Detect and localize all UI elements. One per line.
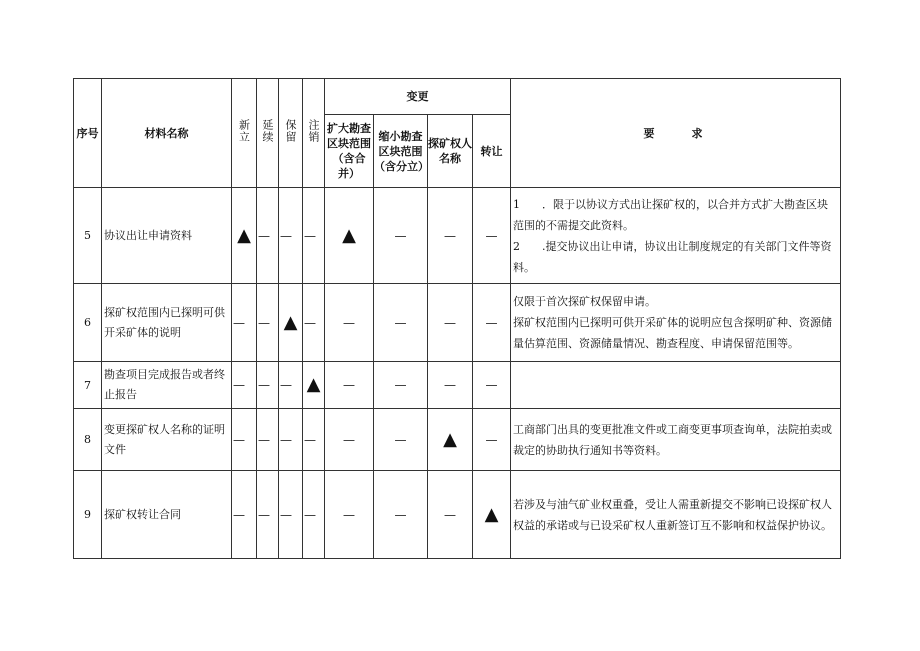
mark-shrink: — [374, 362, 428, 409]
row-material-name: 协议出让申请资料 [102, 188, 232, 284]
mark-cancel: ▲ [303, 362, 325, 409]
mark-cancel: — [303, 471, 325, 559]
table-row [74, 409, 841, 471]
row-material-name: 探矿权范围内已探明可供开采矿体的说明 [102, 284, 232, 362]
row-material-name: 变更探矿权人名称的证明文件 [102, 409, 232, 471]
table-row [74, 284, 841, 362]
mark-cancel: — [303, 409, 325, 471]
header-rename: 探矿权人名称 [428, 115, 473, 188]
mark-transfer: — [473, 188, 511, 284]
mark-new: — [232, 362, 257, 409]
materials-table [73, 78, 841, 559]
header-extend: 延续 [257, 79, 279, 188]
mark-new: — [232, 471, 257, 559]
mark-extend: — [257, 409, 279, 471]
table-row [74, 362, 841, 409]
mark-extend: — [257, 471, 279, 559]
header-new: 新立 [232, 79, 257, 188]
table-row [74, 188, 841, 284]
mark-expand: — [325, 471, 374, 559]
requirement-line: 探矿权范围内已探明可供开采矿体的说明应包含探明矿种、资源储量估算范围、资源储量情况、勘查程度、申请保留范围等。 [513, 316, 832, 350]
header-seq: 序号 [74, 79, 102, 188]
mark-new: — [232, 409, 257, 471]
row-requirement [511, 362, 841, 409]
header-requirement: 要 求 [511, 79, 841, 188]
mark-expand: — [325, 284, 374, 362]
header-material-name: 材料名称 [102, 79, 232, 188]
row-seq: 9 [74, 471, 102, 559]
mark-rename: — [428, 188, 473, 284]
header-transfer: 转让 [473, 115, 511, 188]
mark-transfer: — [473, 409, 511, 471]
mark-rename: — [428, 471, 473, 559]
row-seq: 8 [74, 409, 102, 471]
row-requirement [511, 284, 841, 362]
row-seq: 6 [74, 284, 102, 362]
mark-new: — [232, 284, 257, 362]
mark-shrink: — [374, 471, 428, 559]
requirement-line: 仅限于首次探矿权保留申请。 [513, 295, 656, 308]
mark-shrink: — [374, 409, 428, 471]
header-change: 变更 [325, 79, 511, 115]
mark-transfer: — [473, 284, 511, 362]
header-shrink: 缩小勘查区块范围（含分立） [374, 115, 428, 188]
row-requirement [511, 471, 841, 559]
header-cancel: 注销 [303, 79, 325, 188]
row-material-name: 探矿权转让合同 [102, 471, 232, 559]
mark-retain: — [279, 362, 303, 409]
row-seq: 5 [74, 188, 102, 284]
row-seq: 7 [74, 362, 102, 409]
mark-expand: ▲ [325, 188, 374, 284]
mark-transfer: ▲ [473, 471, 511, 559]
mark-transfer: — [473, 362, 511, 409]
requirement-line: 1 ．限于以协议方式出让探矿权的，以合并方式扩大勘查区块范围的不需提交此资料。 [513, 197, 828, 232]
header-expand: 扩大勘查区块范围（含合并） [325, 115, 374, 188]
mark-new: ▲ [232, 188, 257, 284]
requirement-line: 工商部门出具的变更批准文件或工商变更事项查询单，法院拍卖或裁定的协助执行通知书等资料。 [513, 422, 832, 457]
mark-extend: — [257, 362, 279, 409]
row-material-name: 勘查项目完成报告或者终止报告 [102, 362, 232, 409]
mark-cancel: — [303, 284, 325, 362]
mark-extend: — [257, 284, 279, 362]
mark-expand: — [325, 362, 374, 409]
table-row [74, 471, 841, 559]
mark-retain: — [279, 471, 303, 559]
row-requirement [511, 409, 841, 471]
mark-cancel: — [303, 188, 325, 284]
requirement-line: 2 .提交协议出让申请，协议出让制度规定的有关部门文件等资料。 [513, 239, 832, 274]
mark-retain: — [279, 409, 303, 471]
mark-extend: — [257, 188, 279, 284]
requirement-line: 若涉及与油气矿业权重叠，受让人需重新提交不影响已设探矿权人权益的承诺或与已设采矿权人重新签订互不影响和权益保护协议。 [513, 497, 832, 532]
mark-rename: — [428, 362, 473, 409]
mark-retain: ▲ [279, 284, 303, 362]
header-retain: 保留 [279, 79, 303, 188]
mark-rename: — [428, 284, 473, 362]
mark-rename: ▲ [428, 409, 473, 471]
mark-shrink: — [374, 188, 428, 284]
mark-expand: — [325, 409, 374, 471]
mark-retain: — [279, 188, 303, 284]
mark-shrink: — [374, 284, 428, 362]
row-requirement [511, 188, 841, 284]
